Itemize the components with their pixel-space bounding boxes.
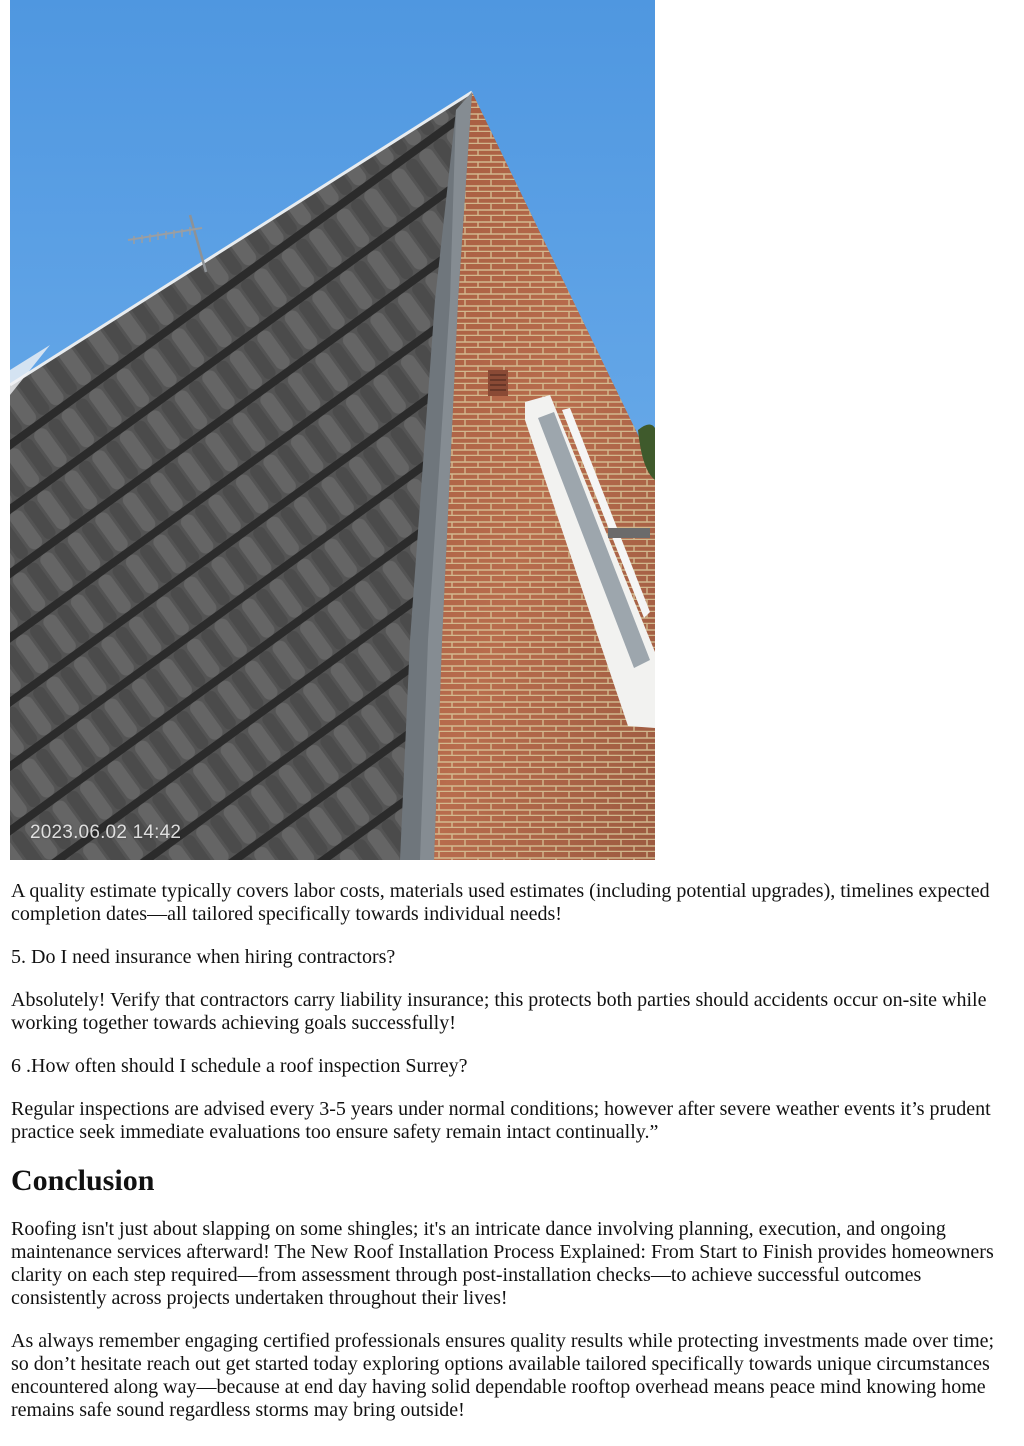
roof-gable-image — [10, 0, 655, 860]
faq-question-5: 5. Do I need insurance when hiring contractors? — [11, 946, 396, 968]
conclusion-paragraph-2: As always remember engaging certified professionals ensures quality results while protecting investments made over time; so don’t hesitate reach out get started today exploring options available tailored specifically towards unique circumstances encountered along way—because at end day having solid dependable rooftop overhead means peace mind knowing home remains safe sound regardless storms may bring outside! — [11, 1330, 995, 1421]
article-body — [11, 880, 1015, 1442]
estimate-paragraph: A quality estimate typically covers labor costs, materials used estimates (including potential upgrades), timelines expected completion dates—all tailored specifically towards individual needs! — [11, 880, 990, 925]
roof-photo — [10, 0, 655, 860]
faq-question-6: 6 .How often should I schedule a roof inspection Surrey? — [11, 1055, 468, 1077]
faq-answer-6: Regular inspections are advised every 3-5 years under normal conditions; however after severe weather events it’s prudent practice seek immediate evaluations too ensure safety remain intact continually.” — [11, 1098, 991, 1143]
faq-answer-5: Absolutely! Verify that contractors carry liability insurance; this protects both parties should accidents occur on-site while working together towards achieving goals successfully! — [11, 989, 987, 1034]
conclusion-heading: Conclusion — [11, 1164, 155, 1197]
photo-timestamp: 2023.06.02 14:42 — [30, 822, 182, 843]
conclusion-paragraph-1: Roofing isn't just about slapping on some shingles; it's an intricate dance involving planning, execution, and ongoing maintenance services afterward! The New Roof Installation Process Explained: From Start to Finish provides homeowners clarity on each step required—from assessment through post-installation checks—to achieve successful outcomes consistently across projects undertaken throughout their lives! — [11, 1218, 994, 1309]
